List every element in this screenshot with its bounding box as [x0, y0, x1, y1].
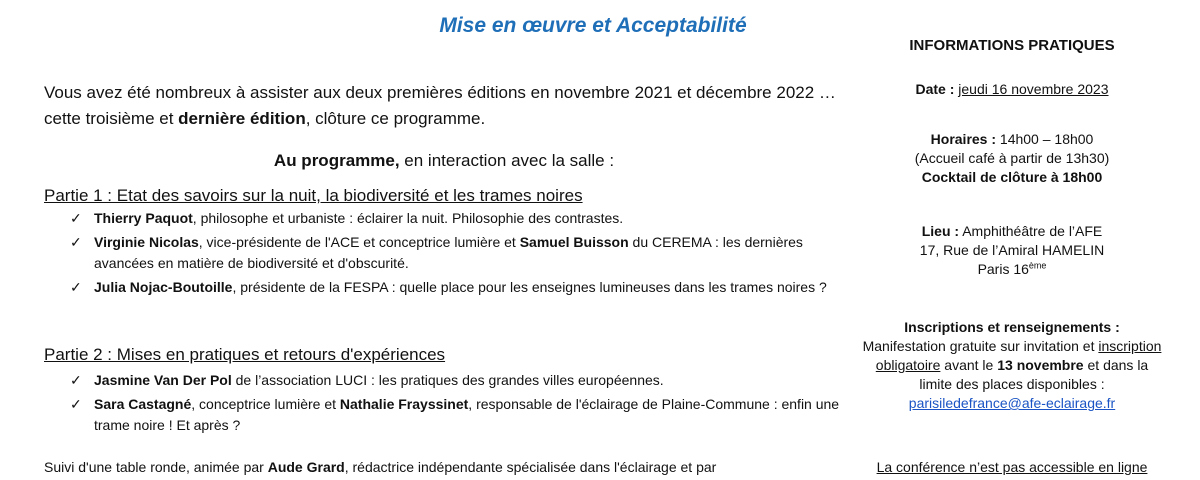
registration-day: 13 [997, 357, 1013, 373]
cocktail-note: Cocktail de clôture à 18h00 [921, 169, 1103, 185]
check-mark-icon: ✓ [70, 396, 82, 412]
city-superscript: ème [1028, 260, 1047, 271]
speaker-name: Thierry Paquot [94, 210, 193, 226]
registration-required-text: inscription obligatoire [875, 338, 1162, 373]
place-block [862, 222, 1162, 279]
intro-emphasis: dernière édition [178, 109, 306, 128]
event-subtitle: Mise en œuvre et Acceptabilité [439, 14, 747, 37]
speaker-name: Sara Castagné [94, 396, 192, 412]
list-item [70, 232, 840, 274]
programme-text: en interaction avec la salle : [399, 151, 615, 170]
talk-text: , responsable de l'éclairage de Plaine-Commune : enfin une trame noire ! Et après ? [94, 396, 840, 433]
speaker-name: Nathalie Frayssinet [339, 396, 469, 412]
outro-text-end: , rédactrice indépendante spécialisée dans l'éclairage et par [344, 459, 717, 475]
registration-text [862, 337, 1162, 394]
part-2-title: Partie 2 : Mises en pratiques et retours d'expériences [44, 345, 446, 364]
check-mark-icon: ✓ [70, 210, 82, 226]
registration-block [862, 318, 1162, 413]
hours-value: 14h00 – 18h00 [996, 131, 1094, 147]
intro-paragraph [44, 80, 844, 132]
hours-label: Horaires : [930, 131, 997, 147]
part-1-list [70, 208, 840, 301]
check-mark-icon: ✓ [70, 279, 82, 295]
talk-text: , conceptrice lumière et [191, 396, 340, 412]
moderator-name: Aude Grard [267, 459, 345, 475]
city-line [862, 260, 1162, 279]
outro-text: Suivi d'une table ronde, animée par [44, 459, 268, 475]
date-value: jeudi 16 novembre 2023 [958, 81, 1109, 97]
list-item [70, 394, 840, 436]
place-value: Amphithéâtre de l’AFE [959, 223, 1103, 239]
speaker-name: Virginie Nicolas [94, 234, 199, 250]
check-mark-icon: ✓ [70, 234, 82, 250]
city-text: Paris 16 [977, 261, 1029, 277]
place-label: Lieu : [921, 223, 960, 239]
check-mark-icon: ✓ [70, 372, 82, 388]
sidebar-title: INFORMATIONS PRATIQUES [909, 37, 1115, 54]
part-2-list [70, 370, 840, 439]
list-item [70, 277, 840, 298]
address-line: 17, Rue de l’Amiral HAMELIN [919, 242, 1105, 258]
speaker-name: Samuel Buisson [519, 234, 629, 250]
welcome-note: (Accueil café à partir de 13h30) [914, 150, 1110, 166]
list-item [70, 370, 840, 391]
programme-heading [44, 150, 844, 172]
intro-text: Vous avez été nombreux à assister aux deux premières éditions en novembre 2021 et décembre 2022 … cette troisième et [44, 83, 836, 128]
registration-line: Manifestation gratuite sur invitation et [862, 338, 1095, 354]
registration-title: Inscriptions et renseignements : [904, 319, 1120, 335]
date-block [862, 80, 1162, 99]
talk-text: de l’association LUCI : les pratiques des grandes villes européennes. [231, 372, 664, 388]
registration-end: et dans la limite des places disponibles : [919, 357, 1149, 392]
talk-text: , vice-présidente de l'ACE et conceptrice lumière et [198, 234, 520, 250]
talk-text: , philosophe et urbaniste : éclairer la nuit. Philosophie des contrastes. [192, 210, 624, 226]
part-1-title: Partie 1 : Etat des savoirs sur la nuit, la biodiversité et les trames noires [44, 186, 583, 205]
talk-text: , présidente de la FESPA : quelle place pour les enseignes lumineuses dans les trames noires ? [232, 279, 827, 295]
date-label: Date : [915, 81, 955, 97]
registration-before: avant le [940, 357, 998, 373]
online-notice: La conférence n’est pas accessible en ligne [876, 459, 1148, 475]
intro-text-end: , clôture ce programme. [305, 109, 486, 128]
list-item [70, 208, 840, 229]
registration-month: novembre [1016, 357, 1084, 373]
speaker-name: Julia Nojac-Boutoille [94, 279, 233, 295]
programme-label: Au programme, [273, 151, 400, 170]
speaker-name: Jasmine Van Der Pol [94, 372, 232, 388]
outro-paragraph [44, 457, 844, 477]
contact-email-link[interactable]: parisiledefrance@afe-eclairage.fr [908, 395, 1116, 411]
talk-text: du CEREMA : les dernières avancées en matière de biodiversité et d'obscurité. [94, 234, 803, 271]
hours-block [862, 130, 1162, 187]
